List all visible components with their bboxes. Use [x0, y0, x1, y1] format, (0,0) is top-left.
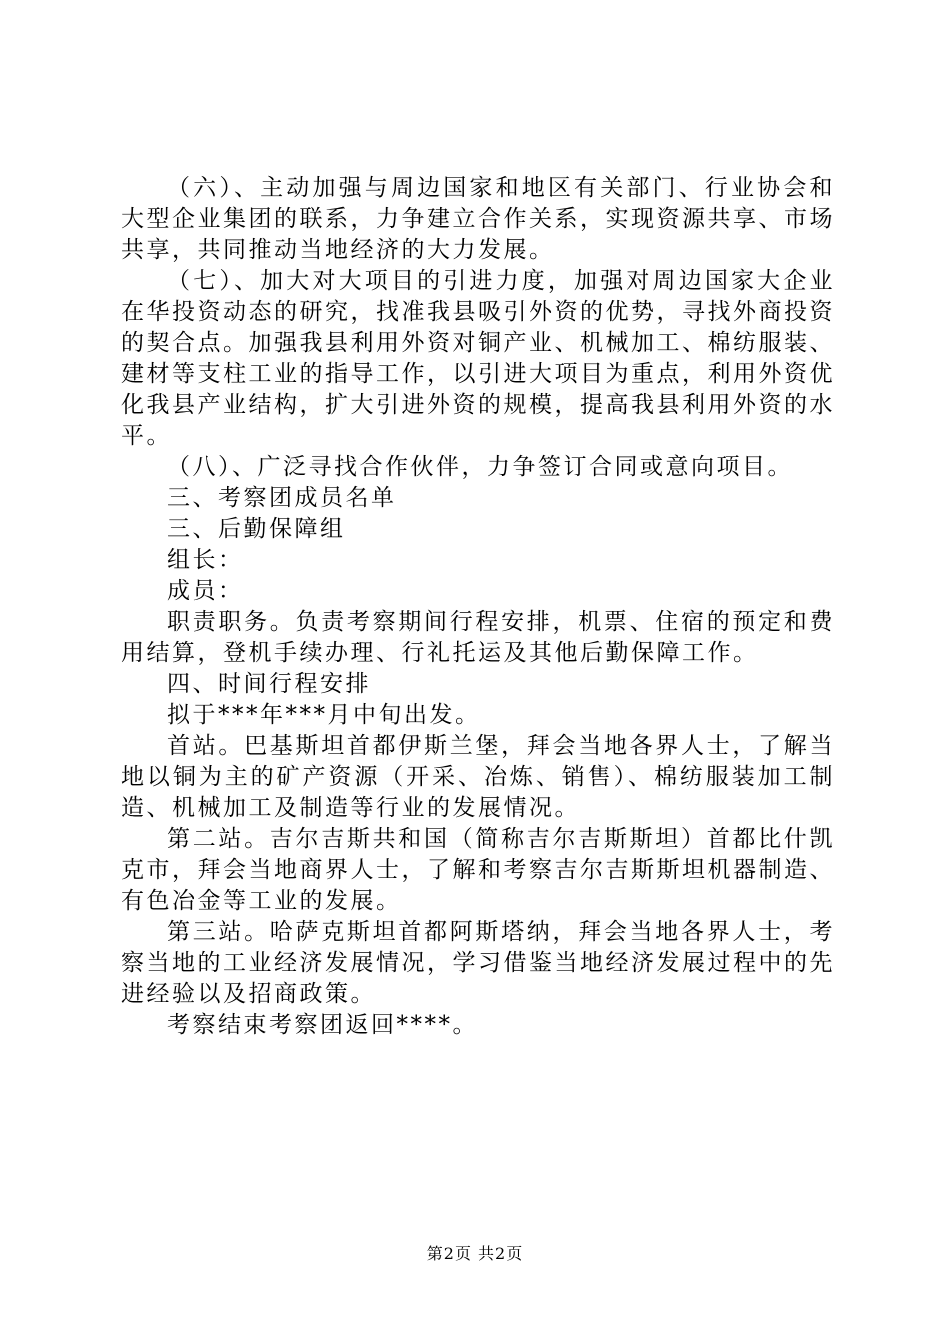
second-stop-paragraph: 第二站。吉尔吉斯共和国（简称吉尔吉斯斯坦）首都比什凯克市，拜会当地商界人士，了解和考察吉尔吉斯斯坦机器制造、有色冶金等工业的发展。	[121, 826, 835, 914]
section-heading-members: 三、考察团成员名单	[167, 485, 397, 511]
team-leader-line: 组长：	[167, 547, 244, 573]
document-body	[121, 173, 835, 1041]
return-line: 考察结束考察团返回****。	[167, 1012, 478, 1038]
team-members-line: 成员：	[167, 578, 244, 604]
paragraph-item-8: （八）、广泛寻找合作伙伴，力争签订合同或意向项目。	[167, 454, 793, 480]
section-heading-schedule: 四、时间行程安排	[167, 671, 371, 697]
paragraph-item-6: （六）、主动加强与周边国家和地区有关部门、行业协会和大型企业集团的联系，力争建立合作关系，实现资源共享、市场共享，共同推动当地经济的大力发展。	[121, 175, 835, 263]
page-footer: 第2页 共2页	[426, 1244, 524, 1263]
paragraph-item-7: （七）、加大对大项目的引进力度，加强对周边国家大企业在华投资动态的研究，找准我县吸引外资的优势，寻找外商投资的契合点。加强我县利用外资对铜产业、机械加工、棉纺服装、建材等支柱工业的指导工作，以引进大项目为重点，利用外资优化我县产业结构，扩大引进外资的规模，提高我县利用外资的水平。	[121, 268, 835, 449]
section-heading-logistics: 三、后勤保障组	[167, 516, 346, 542]
third-stop-paragraph: 第三站。哈萨克斯坦首都阿斯塔纳，拜会当地各界人士，考察当地的工业经济发展情况，学习借鉴当地经济发展过程中的先进经验以及招商政策。	[121, 919, 835, 1007]
departure-line: 拟于***年***月中旬出发。	[167, 702, 481, 728]
duties-paragraph: 职责职务。负责考察期间行程安排，机票、住宿的预定和费用结算，登机手续办理、行礼托运及其他后勤保障工作。	[121, 609, 835, 666]
first-stop-paragraph: 首站。巴基斯坦首都伊斯兰堡，拜会当地各界人士，了解当地以铜为主的矿产资源（开采、冶炼、销售）、棉纺服装加工制造、机械加工及制造等行业的发展情况。	[121, 733, 835, 821]
